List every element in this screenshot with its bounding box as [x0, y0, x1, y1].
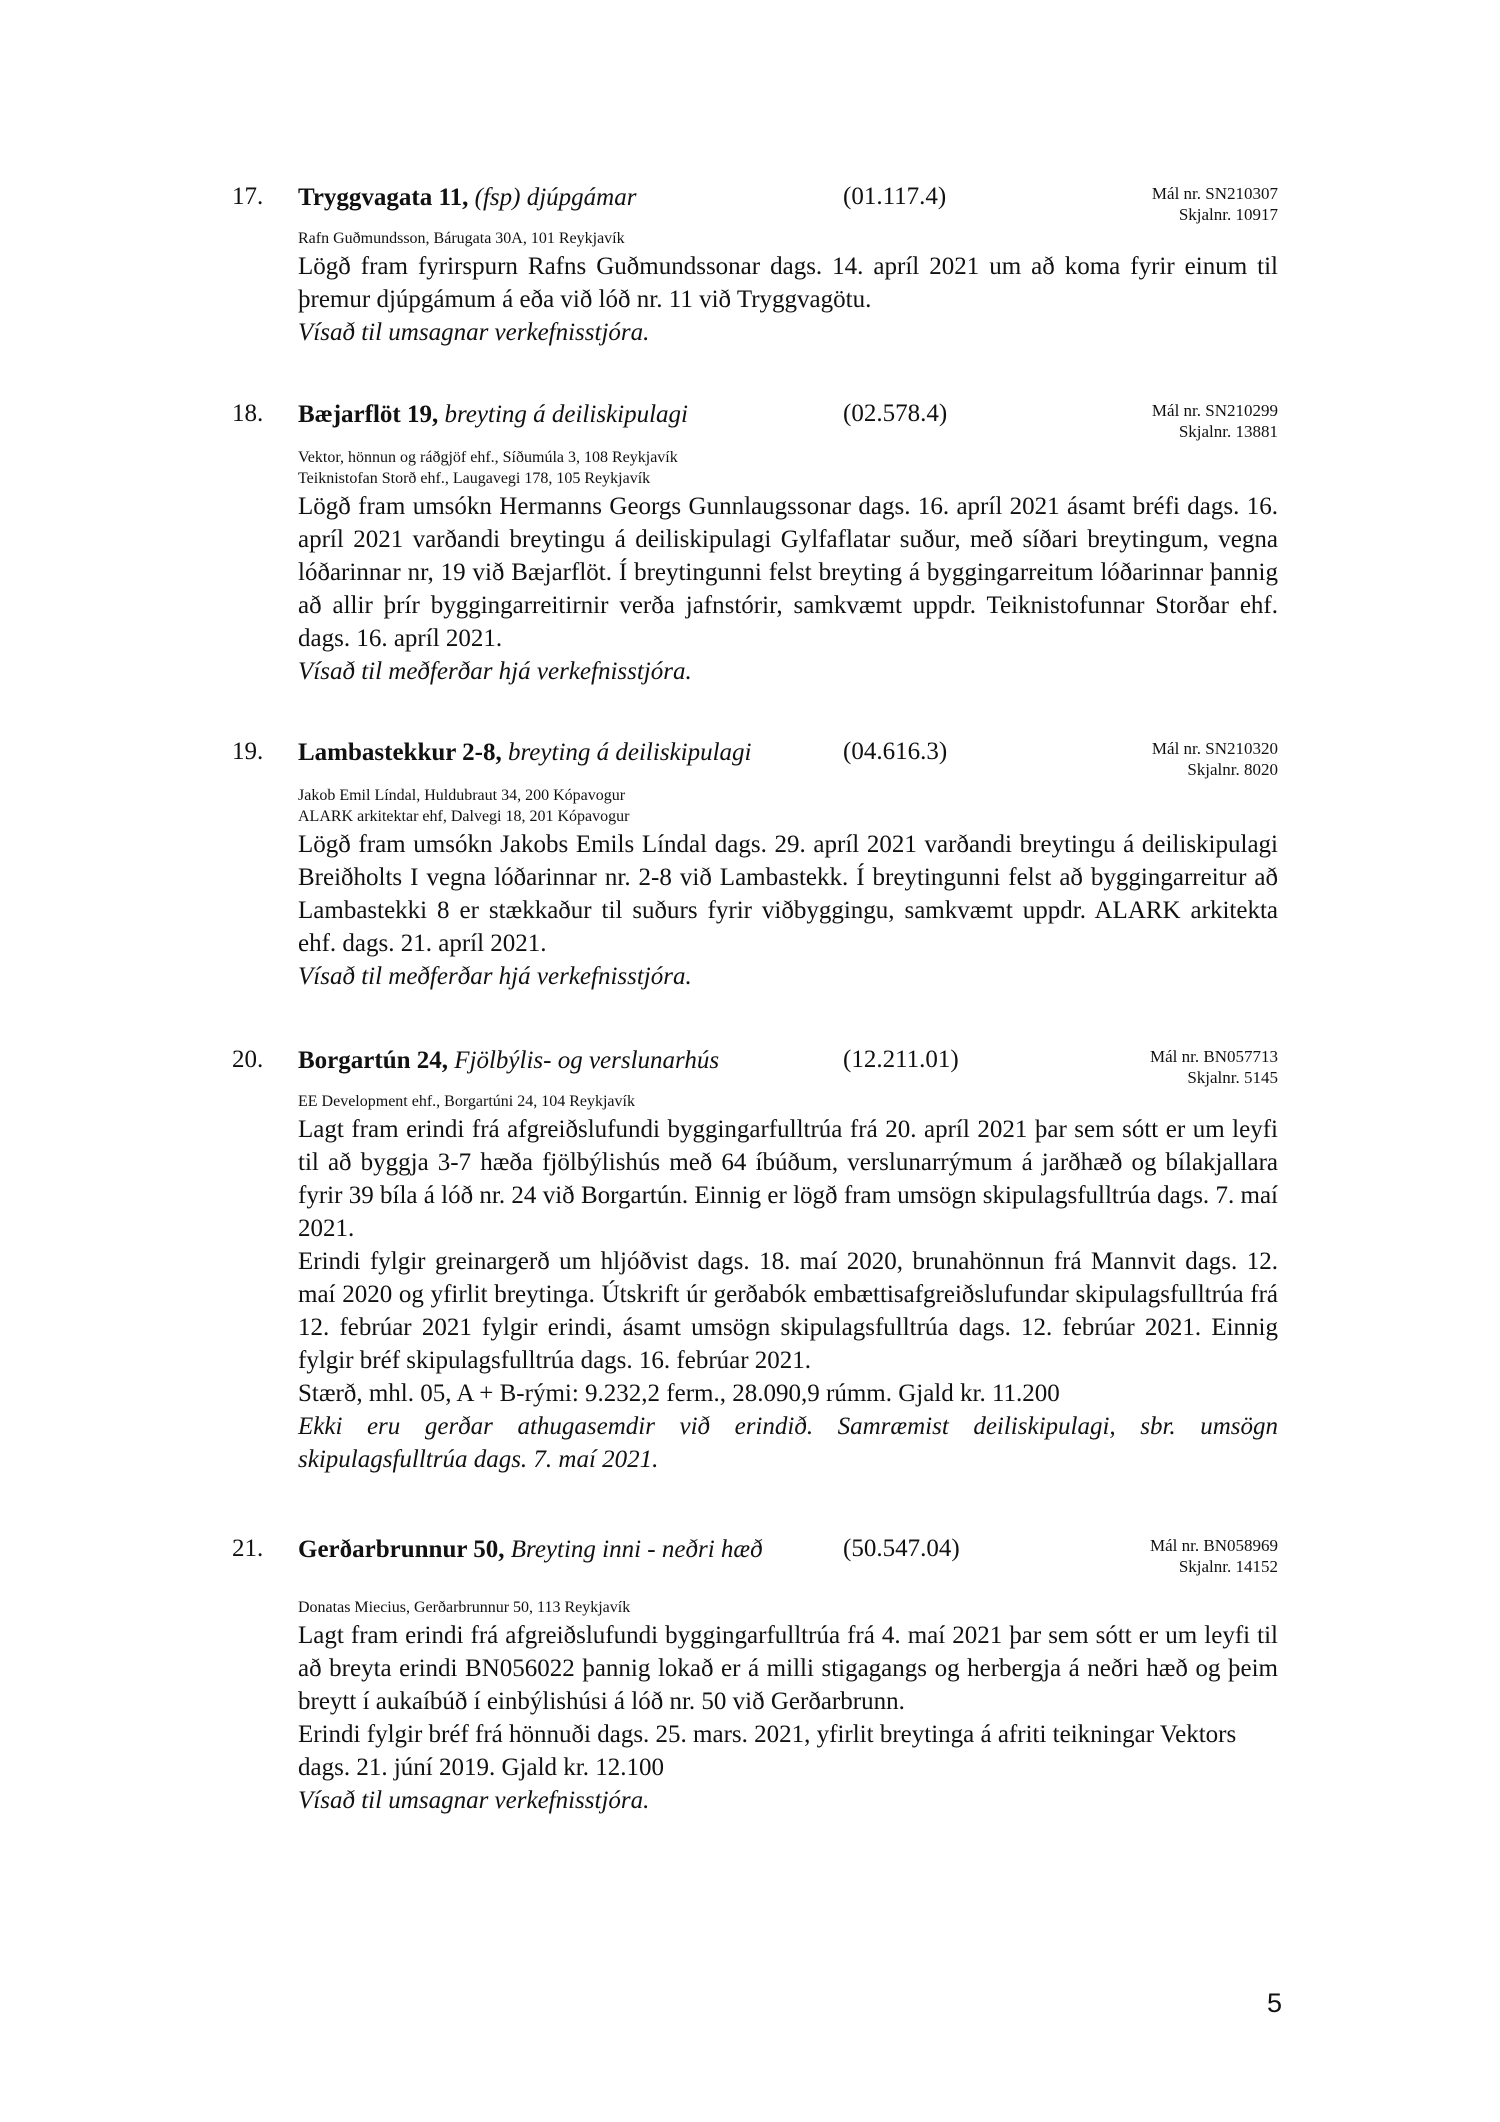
case-numbers — [1152, 738, 1278, 780]
item-code: (02.578.4) — [843, 400, 948, 427]
item-number: 20. — [232, 1046, 264, 1073]
item-body — [298, 1113, 1278, 1476]
item-code: (04.616.3) — [843, 738, 948, 765]
applicants — [298, 1091, 635, 1112]
conclusion: Vísað til meðferðar hjá verkefnisstjóra. — [298, 963, 692, 990]
applicant: Jakob Emil Líndal, Huldubraut 34, 200 Kópavogur — [298, 787, 626, 804]
body-paragraph: Lagt fram erindi frá afgreiðslufundi byggingarfulltrúa frá 4. maí 2021 þar sem sótt er um leyfi til að breyta erindi BN056022 þannig lokað er á milli stigagangs og herbergja á neðri hæð og þeim breytt í aukaíbúð í einbýlishúsi á lóð nr. 50 við Gerðarbrunn. — [298, 1622, 1278, 1715]
item-address: Lambastekkur 2-8, — [298, 739, 502, 766]
page-number: 5 — [1266, 1988, 1282, 2018]
applicant: EE Development ehf., Borgartúni 24, 104 Reykjavík — [298, 1093, 635, 1110]
item-code: (12.211.01) — [843, 1046, 959, 1073]
skjal-nr: Skjalnr. 8020 — [1187, 760, 1278, 779]
item-title — [298, 1535, 778, 1565]
body-paragraph: Lögð fram umsókn Hermanns Georgs Gunnlaugssonar dags. 16. apríl 2021 ásamt bréfi dags. 16. apríl 2021 varðandi breytingu á deiliskipulagi Gylfaflatar suður, með síðari breytingum, vegna lóðarinnar nr, 19 við Bæjarflöt. Í breytingunni felst breyting á byggingarreitum lóðarinnar þannig að allir þrír byggingarreitirnir verða jafnstórir, samkvæmt uppdr. Teiknistofunnar Storðar ehf. dags. 16. apríl 2021. — [298, 493, 1278, 652]
body-paragraph: Stærð, mhl. 05, A + B-rými: 9.232,2 ferm., 28.090,9 rúmm. Gjald kr. 11.200 — [298, 1380, 1060, 1407]
applicant: Teiknistofan Storð ehf., Laugavegi 178, 105 Reykjavík — [298, 470, 651, 487]
item-body — [298, 250, 1278, 349]
applicant: Donatas Miecius, Gerðarbrunnur 50, 113 Reykjavík — [298, 1599, 631, 1616]
applicants — [298, 1597, 630, 1618]
item-title — [298, 738, 818, 768]
conclusion: Ekki eru gerðar athugasemdir við erindið. Samræmist deiliskipulagi, sbr. umsögn skipulagsfulltrúa dags. 7. maí 2021. — [298, 1413, 1278, 1473]
item-subject: Breyting inni - neðri hæð — [510, 1536, 763, 1563]
body-paragraph: Lögð fram fyrirspurn Rafns Guðmundssonar dags. 14. apríl 2021 um að koma fyrir einum til þremur djúpgámum á eða við lóð nr. 11 við Tryggvagötu. — [298, 253, 1278, 313]
item-code: (01.117.4) — [843, 183, 947, 210]
mal-nr: Mál nr. BN057713 — [1150, 1047, 1278, 1066]
item-title — [298, 1046, 818, 1076]
item-address: Borgartún 24, — [298, 1047, 448, 1074]
conclusion: Vísað til umsagnar verkefnisstjóra. — [298, 319, 650, 346]
skjal-nr: Skjalnr. 13881 — [1178, 422, 1278, 441]
item-number: 19. — [232, 738, 264, 765]
item-address: Gerðarbrunnur 50, — [298, 1536, 505, 1563]
mal-nr: Mál nr. SN210307 — [1151, 184, 1278, 203]
item-address: Bæjarflöt 19, — [298, 401, 439, 428]
body-paragraph: Erindi fylgir bréf frá hönnuði dags. 25. mars. 2021, yfirlit breytinga á afriti teikningar Vektors dags. 21. júní 2019. Gjald kr. 12.100 — [298, 1721, 1237, 1781]
mal-nr: Mál nr. BN058969 — [1150, 1536, 1278, 1555]
item-number: 17. — [232, 183, 264, 210]
applicant: Vektor, hönnun og ráðgjöf ehf., Síðumúla 3, 108 Reykjavík — [298, 449, 678, 466]
skjal-nr: Skjalnr. 14152 — [1178, 1557, 1278, 1576]
item-subject: Fjölbýlis- og verslunarhús — [454, 1047, 720, 1074]
item-body — [298, 1619, 1278, 1817]
mal-nr: Mál nr. SN210320 — [1151, 739, 1278, 758]
case-numbers — [1152, 183, 1278, 225]
item-code: (50.547.04) — [843, 1535, 960, 1562]
item-number: 18. — [232, 400, 264, 427]
body-paragraph: Lagt fram erindi frá afgreiðslufundi byggingarfulltrúa frá 20. apríl 2021 þar sem sótt er um leyfi til að byggja 3-7 hæða fjölbýlishús með 64 íbúðum, verslunarrýmum á jarðhæð og bílakjallara fyrir 39 bíla á lóð nr. 24 við Borgartún. Einnig er lögð fram umsögn skipulagsfulltrúa dags. 7. maí 2021. — [298, 1116, 1278, 1242]
item-title — [298, 400, 818, 430]
body-paragraph: Erindi fylgir greinargerð um hljóðvist dags. 18. maí 2020, brunahönnun frá Mannvit dags. 12. maí 2020 og yfirlit breytinga. Útskrift úr gerðabók embættisafgreiðslufundar skipulagsfulltrúa frá 12. febrúar 2021 fylgir erindi, ásamt umsögn skipulagsfulltrúa dags. 12. febrúar 2021. Einnig fylgir bréf skipulagsfulltrúa dags. 16. febrúar 2021. — [298, 1248, 1278, 1374]
body-paragraph: Lögð fram umsókn Jakobs Emils Líndal dags. 29. apríl 2021 varðandi breytingu á deiliskipulagi Breiðholts I vegna lóðarinnar nr. 2-8 við Lambastekk. Í breytingunni felst að byggingarreitur að Lambastekki 8 er stækkaður til suðurs fyrir viðbyggingu, samkvæmt uppdr. ALARK arkitekta ehf. dags. 21. apríl 2021. — [298, 831, 1278, 957]
item-address: Tryggvagata 11, — [298, 184, 469, 211]
conclusion: Vísað til meðferðar hjá verkefnisstjóra. — [298, 658, 692, 685]
item-number: 21. — [232, 1535, 264, 1562]
case-numbers — [1152, 400, 1278, 442]
applicants — [298, 785, 629, 827]
item-subject: (fsp) djúpgámar — [474, 184, 637, 211]
item-body — [298, 828, 1278, 993]
case-numbers — [1150, 1535, 1278, 1577]
applicants — [298, 447, 678, 489]
item-subject: breyting á deiliskipulagi — [508, 739, 752, 766]
item-subject: breyting á deiliskipulagi — [444, 401, 688, 428]
case-numbers — [1150, 1046, 1278, 1088]
applicants — [298, 228, 625, 249]
item-body — [298, 490, 1278, 688]
applicant: Rafn Guðmundsson, Bárugata 30A, 101 Reykjavík — [298, 230, 625, 247]
skjal-nr: Skjalnr. 10917 — [1178, 205, 1278, 224]
mal-nr: Mál nr. SN210299 — [1151, 401, 1278, 420]
conclusion: Vísað til umsagnar verkefnisstjóra. — [298, 1787, 650, 1814]
skjal-nr: Skjalnr. 5145 — [1187, 1068, 1278, 1087]
item-title — [298, 183, 818, 213]
applicant: ALARK arkitektar ehf, Dalvegi 18, 201 Kópavogur — [298, 808, 630, 825]
